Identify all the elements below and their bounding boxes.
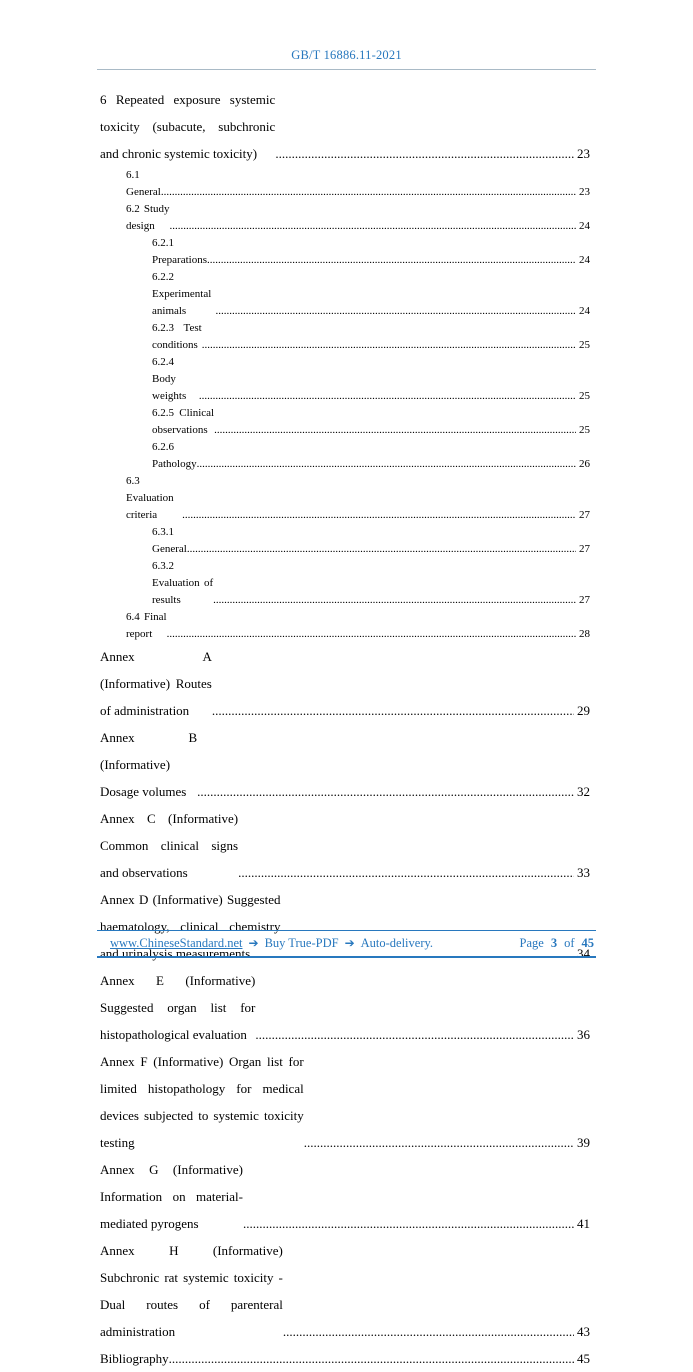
toc-entry[interactable] <box>100 235 590 269</box>
toc-entry-label: Annex G (Informative) Information on material-mediated pyrogens <box>100 1162 243 1231</box>
toc-entry-label: 6.2.2 Experimental animals <box>152 271 212 317</box>
toc-entry[interactable] <box>100 86 590 167</box>
footer-site-link[interactable]: www.ChineseStandard.net <box>110 936 243 950</box>
toc-entry-label: 6.2 Study design <box>126 203 170 232</box>
toc-page-number: 24 <box>579 305 590 317</box>
toc-entry[interactable] <box>100 473 590 524</box>
toc-page-number: 27 <box>579 543 590 555</box>
toc-dot-leader <box>202 337 576 354</box>
toc-entry[interactable] <box>100 1156 590 1237</box>
toc-page-number: 25 <box>579 424 590 436</box>
toc-entry[interactable] <box>100 558 590 609</box>
toc-entry[interactable] <box>100 1237 590 1345</box>
toc-entry[interactable] <box>100 967 590 1048</box>
toc-entry-label: 6.3 Evaluation criteria <box>126 475 174 521</box>
current-page-number: 3 <box>550 936 558 950</box>
footer-links <box>97 936 433 951</box>
toc-entry-label: Annex H (Informative) Subchronic rat systemic toxicity - Dual routes of parenteral administration <box>100 1243 283 1339</box>
total-page-number: 45 <box>581 936 594 950</box>
toc-page-number: 45 <box>577 1351 590 1366</box>
toc-entry-label: 6.2.6 Pathology <box>152 441 197 470</box>
footer-delivery-label: Auto-delivery. <box>360 936 434 950</box>
toc-entry-label: 6.3.1 General <box>152 526 187 555</box>
toc-dot-leader <box>197 778 574 805</box>
toc-page-number: 26 <box>579 458 590 470</box>
page-footer <box>97 930 596 958</box>
toc-entry-label: 6.4 Final report <box>126 611 167 640</box>
toc-dot-leader <box>283 1318 574 1345</box>
toc-entry-label: 6 Repeated exposure systemic toxicity (subacute, subchronic and chronic systemic toxicity) <box>100 92 276 161</box>
toc-page-number: 25 <box>579 390 590 402</box>
toc-dot-leader <box>255 1021 574 1048</box>
toc-entry[interactable] <box>100 201 590 235</box>
toc-page-number: 32 <box>577 784 590 799</box>
toc-page-number: 24 <box>579 254 590 266</box>
page-word-label: Page <box>519 936 544 950</box>
of-word-label: of <box>564 936 575 950</box>
toc-dot-leader <box>170 218 576 235</box>
toc-dot-leader <box>167 626 576 643</box>
toc-dot-leader <box>197 456 576 473</box>
toc-dot-leader <box>212 697 574 724</box>
toc-dot-leader <box>182 507 576 524</box>
toc-dot-leader <box>238 859 574 886</box>
toc-entry[interactable] <box>100 167 590 201</box>
toc-page-number: 24 <box>579 220 590 232</box>
toc-entry[interactable] <box>100 1048 590 1156</box>
toc-entry-label: Annex E (Informative) Suggested organ list for histopathological evaluation <box>100 973 256 1042</box>
toc-page-number: 33 <box>577 865 590 880</box>
toc-entry-label: Annex C (Informative) Common clinical signs and observations <box>100 811 239 880</box>
toc-entry-label: Annex A (Informative) Routes of administration <box>100 649 212 718</box>
toc-entry[interactable] <box>100 439 590 473</box>
toc-dot-leader <box>169 1345 574 1372</box>
toc-dot-leader <box>199 388 576 405</box>
toc-page-number: 25 <box>579 339 590 351</box>
toc-dot-leader <box>304 1129 574 1156</box>
toc-page-number: 43 <box>577 1324 590 1339</box>
toc-page-number: 41 <box>577 1216 590 1231</box>
toc-entry-label: Annex F (Informative) Organ list for limited histopathology for medical devices subjected to systemic toxicity testing <box>100 1054 304 1150</box>
toc-dot-leader <box>215 303 576 320</box>
arrow-icon: ➔ <box>248 936 259 950</box>
toc-page-number: 39 <box>577 1135 590 1150</box>
footer-page-indicator <box>520 936 596 951</box>
toc-entry[interactable] <box>100 269 590 320</box>
toc-entry-label: Annex D (Informative) Suggested haematology, clinical chemistry and urinalysis measurements <box>100 892 281 961</box>
toc-entry-label: 6.3.2 Evaluation of results <box>152 560 214 606</box>
footer-buy-label: Buy True-PDF <box>264 936 339 950</box>
toc-entry[interactable] <box>100 320 590 354</box>
toc-page-number: 34 <box>577 946 590 961</box>
toc-entry[interactable] <box>100 524 590 558</box>
toc-entry-label: Bibliography <box>100 1351 169 1366</box>
toc-entry[interactable] <box>100 724 590 805</box>
toc-entry[interactable] <box>100 643 590 724</box>
toc-entry[interactable] <box>100 805 590 886</box>
toc-page-number: 23 <box>579 186 590 198</box>
toc-page-number: 27 <box>579 509 590 521</box>
toc-page-number: 36 <box>577 1027 590 1042</box>
toc-entry[interactable] <box>100 405 590 439</box>
toc-entry-label: Annex B (Informative) Dosage volumes <box>100 730 198 799</box>
toc-entry-label: 6.2.1 Preparations <box>152 237 207 266</box>
table-of-contents <box>100 86 590 1372</box>
toc-page-number: 23 <box>577 146 590 161</box>
toc-entry[interactable] <box>100 609 590 643</box>
toc-entry[interactable] <box>100 354 590 405</box>
header-divider <box>97 69 596 70</box>
toc-page-number: 27 <box>579 594 590 606</box>
page-header <box>0 48 693 63</box>
toc-dot-leader <box>213 592 576 609</box>
toc-entry-label: 6.2.4 Body weights <box>152 356 187 402</box>
toc-dot-leader <box>243 1210 574 1237</box>
toc-entry-label: 6.2.5 Clinical observations <box>152 407 215 436</box>
toc-entry[interactable] <box>100 1345 590 1372</box>
toc-dot-leader <box>187 541 576 558</box>
toc-entry-label: 6.2.3 Test conditions <box>152 322 202 351</box>
arrow-icon: ➔ <box>344 936 355 950</box>
toc-page-number: 28 <box>579 628 590 640</box>
document-number: GB/T 16886.11-2021 <box>291 48 402 62</box>
toc-dot-leader <box>161 184 576 201</box>
toc-dot-leader <box>275 140 574 167</box>
toc-dot-leader <box>214 422 576 439</box>
toc-page-number: 29 <box>577 703 590 718</box>
toc-entry-label: 6.1 General <box>126 169 161 198</box>
toc-dot-leader <box>207 252 576 269</box>
